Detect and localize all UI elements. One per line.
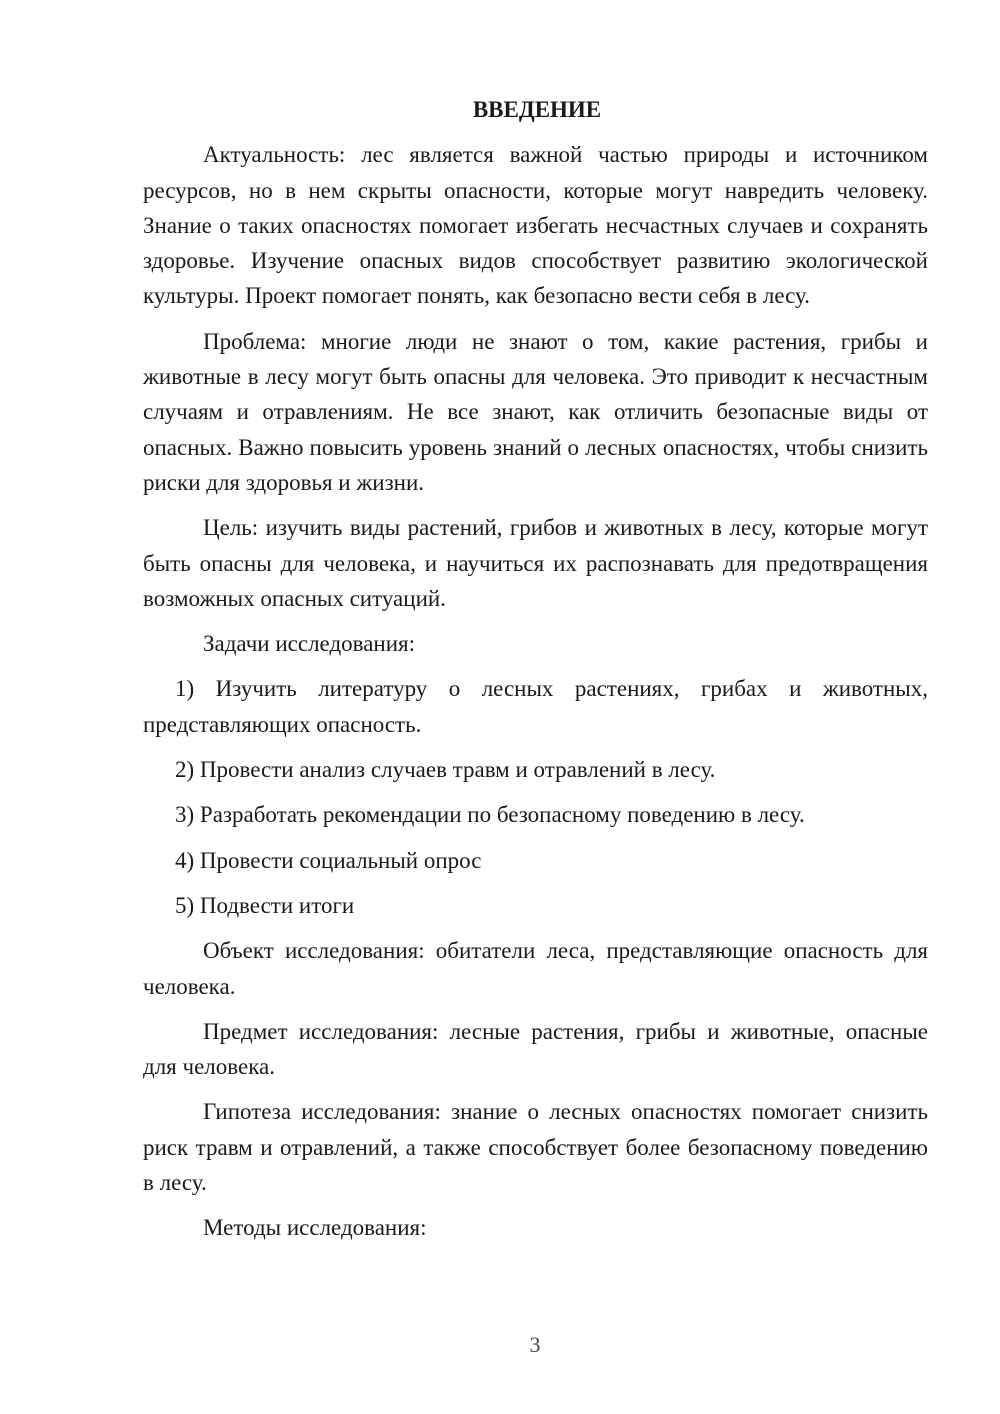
subject-paragraph: Предмет исследования: лесные растения, грибы и животные, опасные для человека. <box>143 1018 928 1080</box>
relevance-paragraph: Актуальность: лес является важной частью природы и источником ресурсов, но в нем скрыты опасности, которые могут навредить человеку. Знание о таких опасностях помогает избегать несчастных случаев и сохранять здоровье. Изучение опасных видов способствует развитию экологической культуры. Проект помогает понять, как безопасно вести себя в лесу. <box>143 142 928 309</box>
hypothesis-paragraph: Гипотеза исследования: знание о лесных опасностях помогает снизить риск травм и отравлений, а также способствует более безопасному поведению в лесу. <box>143 1099 928 1196</box>
task-item: 3) Разработать рекомендации по безопасному поведению в лесу. <box>175 802 805 828</box>
document-page <box>143 92 928 1246</box>
tasks-heading: Задачи исследования: <box>203 631 416 657</box>
problem-paragraph: Проблема: многие люди не знают о том, какие растения, грибы и животные в лесу могут быть опасны для человека. Это приводит к несчастным случаям и отравлениям. Не все знают, как отличить безопасные виды от опасных. Важно повысить уровень знаний о лесных опасностях, чтобы снизить риски для здоровья и жизни. <box>143 328 928 495</box>
goal-paragraph: Цель: изучить виды растений, грибов и животных в лесу, которые могут быть опасны для человека, и научиться их распознавать для предотвращения возможных опасных ситуаций. <box>143 515 928 611</box>
tasks-list <box>143 671 928 923</box>
task-item: 1) Изучить литературу о лесных растениях, грибах и животных, представляющих опасность. <box>143 676 928 737</box>
task-item: 4) Провести социальный опрос <box>175 847 482 873</box>
object-paragraph: Объект исследования: обитатели леса, представляющие опасность для человека. <box>143 938 928 999</box>
page-number: 3 <box>529 1332 541 1357</box>
task-item: 2) Провести анализ случаев травм и отравлений в лесу. <box>175 757 716 783</box>
section-title: ВВЕДЕНИЕ <box>472 97 602 122</box>
methods-heading: Методы исследования: <box>203 1215 427 1241</box>
task-item: 5) Подвести итоги <box>175 892 355 918</box>
